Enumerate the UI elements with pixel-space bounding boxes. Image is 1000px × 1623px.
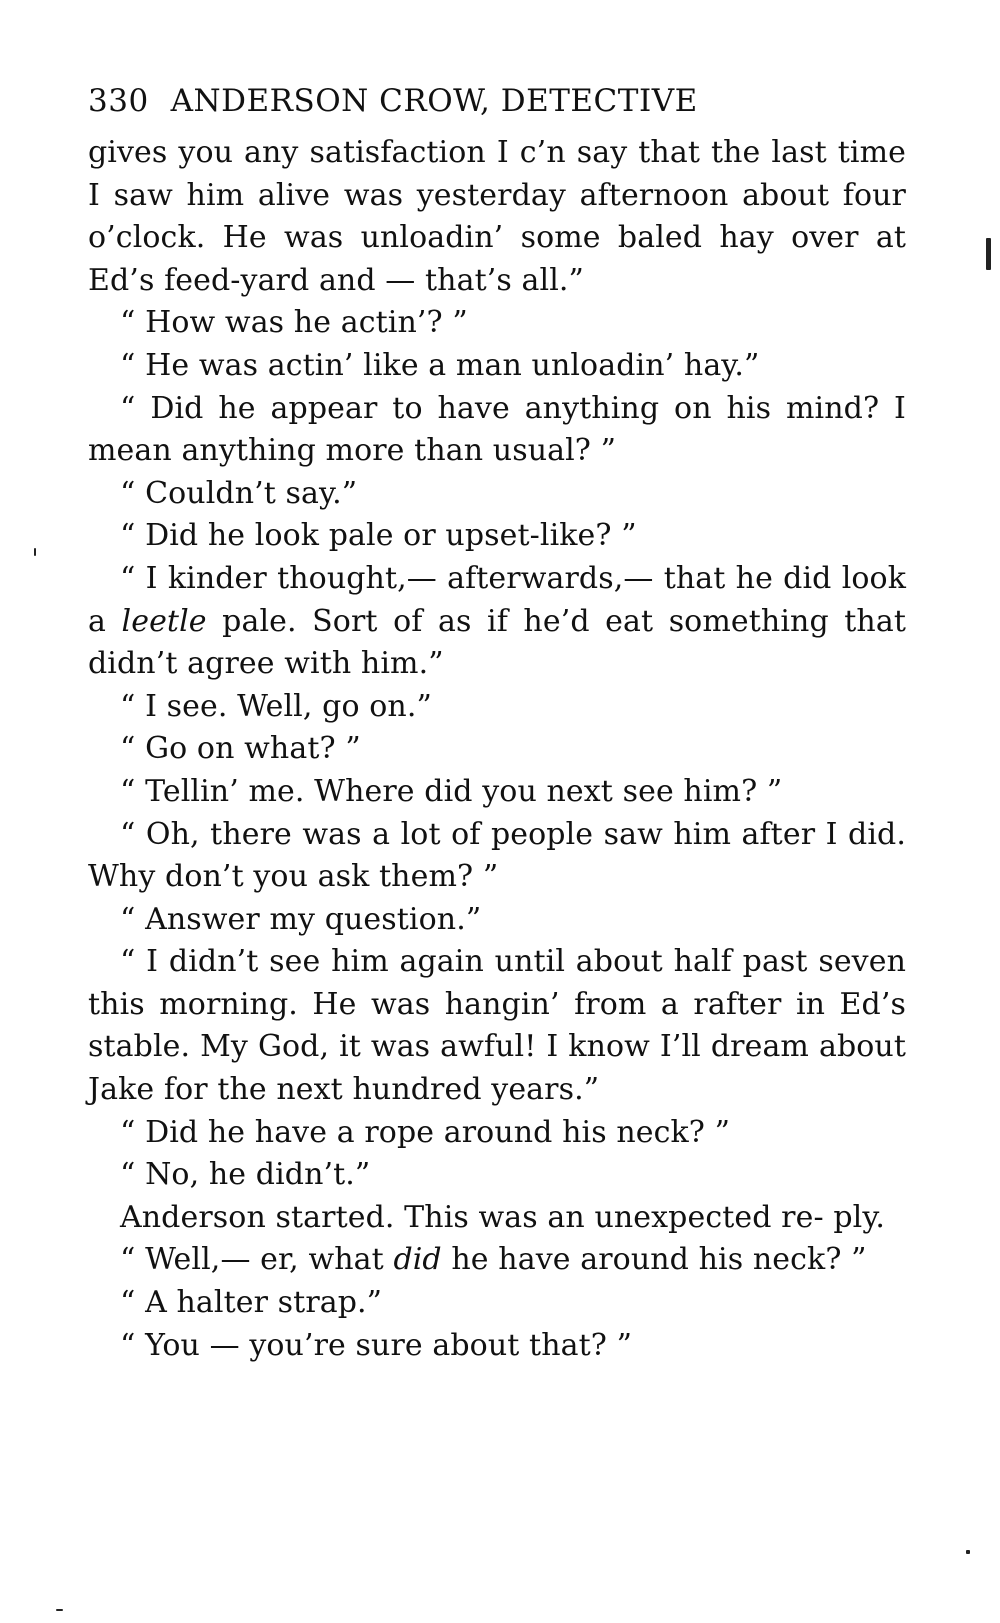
book-page	[88, 70, 906, 1367]
page-number: 330	[88, 83, 149, 119]
scan-speck	[56, 1609, 63, 1611]
paragraph: “ A halter strap.”	[120, 1285, 383, 1321]
paragraph: “ I didn’t see him again until about half past seven this morning. He was hangin’ from a rafter in Ed’s stable. My God, it was awful! I know I’ll dream about Jake for the next hundred years.”	[88, 944, 906, 1108]
paragraph: “ Go on what? ”	[120, 731, 361, 767]
paragraph: “ Couldn’t say.”	[120, 475, 358, 511]
paragraph-text: pale. Sort of as if he’d eat something that didn’t agree with him.”	[88, 603, 906, 682]
running-title: ANDERSON CROW, DETECTIVE	[170, 83, 698, 119]
paragraph: “ You — you’re sure about that? ”	[120, 1327, 633, 1363]
paragraph: “ How was he actin’? ”	[120, 305, 468, 341]
paragraph: “ Tellin’ me. Where did you next see him? ”	[120, 773, 783, 809]
paragraph: “ I see. Well, go on.”	[120, 688, 432, 724]
scan-speck	[966, 1550, 970, 1554]
paragraph: “ Did he appear to have anything on his mind? I mean anything more than usual? ”	[88, 390, 906, 469]
paragraph: “ Answer my question.”	[120, 901, 482, 937]
running-head	[88, 70, 906, 132]
paragraph: gives you any satisfaction I c’n say that the last time I saw him alive was yesterday afternoon about four o’clock. He was unloadin’ some baled hay over at Ed’s feed-yard and — that’s all.”	[88, 135, 906, 298]
paragraph	[88, 1239, 906, 1282]
paragraph-text: “ Well,— er, what	[120, 1242, 394, 1278]
paragraph: “ Did he have a rope around his neck? ”	[120, 1114, 731, 1150]
italic-word: leetle	[121, 603, 207, 639]
scan-speck	[986, 238, 991, 270]
scan-speck	[34, 548, 36, 556]
paragraph: “ Oh, there was a lot of people saw him after I did. Why don’t you ask them? ”	[88, 816, 906, 895]
paragraph	[88, 558, 906, 686]
paragraph: “ No, he didn’t.”	[120, 1157, 371, 1193]
paragraph: “ He was actin’ like a man unloadin’ hay.”	[120, 347, 760, 383]
paragraph-text: he have around his neck? ”	[441, 1242, 867, 1278]
paragraph-text: “ I kinder thought,— afterwards,— that he did look a	[88, 560, 906, 639]
paragraph: Anderson started. This was an unexpected re- ply.	[120, 1199, 886, 1235]
body-text	[88, 132, 906, 1367]
paragraph: “ Did he look pale or upset-like? ”	[120, 518, 637, 554]
italic-word: did	[393, 1242, 442, 1278]
